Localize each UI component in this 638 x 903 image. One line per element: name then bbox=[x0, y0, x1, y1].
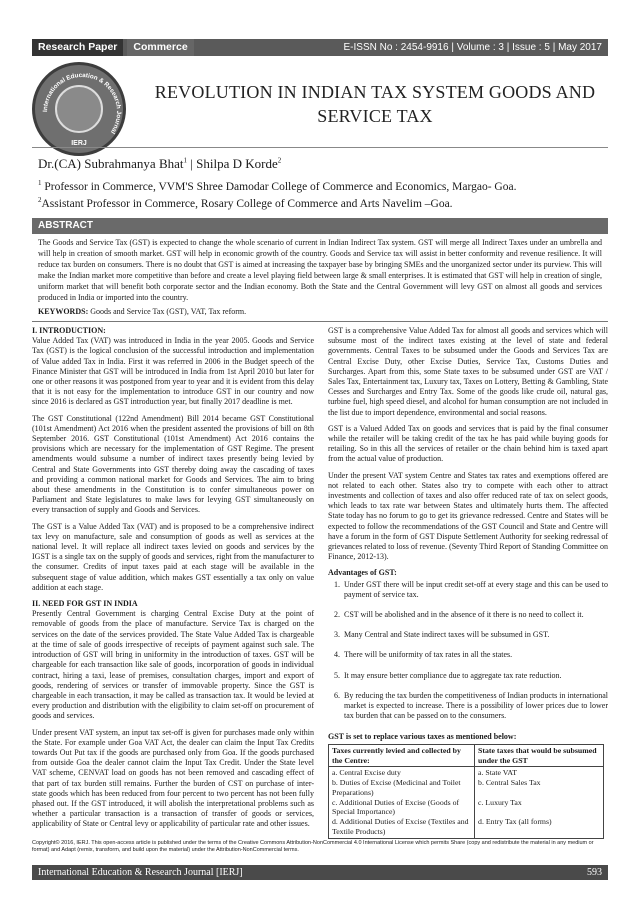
right-column bbox=[328, 326, 608, 839]
body-paragraph: Presently Central Government is charging Central Excise Duty at the point of removable of goods from the place of manufacture. Service Tax is charged on the services on the date of the services provided. The State Value Added Tax is chargeable at the time of sale of goods irrespective of receipts of payment against such sale. The introduction of GST will bring in uniformity in the introduction of taxes. GST will be chargeable for each transaction like sale of goods, incorporation of goods in individual contract, hiring a taxi, lease of premises, consultation charges, import and export of goods, rendering of services or transfer of immovable property. Since the GST is chargeable in each transaction, it may be called as transaction tax. It would be levied at every production and distribution with the eligibility to claim set-off on procurement of goods and services. bbox=[32, 609, 314, 721]
abstract-paragraph: The Goods and Service Tax (GST) is expected to change the whole scenario of current in Indian Indirect Tax system. GST will merge all Indirect Taxes under an umbrella and will help in creation of smooth market. GST will help in economic growth of the country. Goods and Service tax will assist in better conformity and revenue resilience. It will reduce tax burden on consumers. There is no doubt that GST is aimed at increasing the taxpayer base by bringing SMEs and the unorganized sector under its purview. This will make the Indian market more competitive than before and create a level playing field between large & small enterprises. It is estimated that GST will help in creation of single, uniform market that will benefit both corporate sector and the Indian economy. Both the State and the Central Government will levy GST on almost all goods and services produced in India or imported into the country. bbox=[38, 238, 602, 302]
svg-text:International Education & Rese: International Education & Research Journal bbox=[41, 71, 123, 135]
author-2-sup: 2 bbox=[277, 156, 282, 165]
table-header-cell: State taxes that would be subsumed under the GST bbox=[475, 744, 604, 767]
body-paragraph: The GST Constitutional (122nd Amendment) Bill 2014 became GST Constitutional (101st Amendment) Act 2016 when the president assented the provisions of bill on 8th September 2016. GST Constitutional (101st Amendment) Act 2016 contains the provisions which are necessary for the implementation of GST Regime. The present amendments would subsume a number of indirect taxes presently being levied by Central and State Governments into GST thereby doing away the cascading of taxes and providing a common national market for Goods and Services. The aim to bring about these amendments in the Constitution is to confer simultaneous power on Parliament and State legislatures to make laws for levying GST simultaneously on every transaction of supply and Goods and Services. bbox=[32, 413, 314, 515]
abstract-heading: ABSTRACT bbox=[32, 218, 608, 234]
author-1: Dr.(CA) Subrahmanya Bhat bbox=[38, 156, 184, 171]
cell-line: c. Luxury Tax bbox=[478, 797, 522, 807]
aff-1-text: Professor in Commerce, VVM'S Shree Damodar College of Commerce and Economics, Margao- Goa. bbox=[44, 180, 517, 193]
list-item: 3. Many Central and State indirect taxes will be subsumed in GST. bbox=[342, 630, 608, 640]
paper-type-tag: Research Paper bbox=[32, 39, 123, 56]
advantages-list bbox=[328, 580, 608, 722]
seal-center bbox=[55, 85, 103, 133]
seal-brand: IERJ bbox=[71, 140, 87, 147]
copyright-notice: Copyright© 2016, IERJ. This open-access article is published under the terms of the Creative Commons Attribution-NonCommercial 4.0 International License which permits Share (copy and redistribute the material in any medium or format) and Adapt (remix, transform, and build upon the material) under the Attribution-NonCommercial terms. bbox=[32, 840, 594, 853]
cell-line: c. Additional Duties of Excise (Goods of Special Importance) bbox=[332, 797, 460, 817]
aff-2-text: Assistant Professor in Commerce, Rosary College of Commerce and Arts Navelim –Goa. bbox=[41, 197, 453, 210]
keywords-label: KEYWORDS: bbox=[38, 307, 89, 316]
list-item: 6. By reducing the tax burden the competitiveness of Indian products in international market is expected to increase. There is a possibility of lower prices due to lower tax burden that can be passed on to the consumers. bbox=[342, 691, 608, 722]
title-line-2: SERVICE TAX bbox=[317, 106, 433, 126]
left-column bbox=[32, 326, 314, 836]
affiliation-2 bbox=[38, 196, 453, 210]
list-item: 5. It may ensure better compliance due to aggregate tax rate reduction. bbox=[342, 671, 608, 681]
body-paragraph: GST is a Valued Added Tax on goods and services that is paid by the final consumer while the retailer will be taking credit of the tax he has paid while buying goods for retailing. So in this all the services of retailer or the chain behind him is taxed apart from the actual value of production. bbox=[328, 423, 608, 464]
cell-line: a. Central Excise duty bbox=[332, 768, 401, 778]
cell-line: b. Duties of Excise (Medicinal and Toilet Preparations) bbox=[332, 778, 461, 797]
author-2: Shilpa D Korde bbox=[196, 156, 278, 171]
divider bbox=[32, 147, 608, 148]
advantages-heading: Advantages of GST: bbox=[328, 568, 397, 578]
body-paragraph: Under present VAT system, an input tax set-off is given for purchases made only within the State. For example under Goa VAT Act, the dealer can claim the Input Tax Credits towards Out Put tax if the goods are purchased only from Goa. If the goods purchased from outside Goa the dealer cannot claim the Input Tax Credit. Under the State level VAT scheme, CENVAT load on goods has not been removed and cascading effect of that part of tax burden still remains. Further the burden of CST on purchase of inter-state goods which has been reduced from four percent to two percent has not been fully phased out. If the GST introduced, it will abolish the interpretational problems such as whether a particular transaction is a transaction of transfer of goods or services, applicability of State or Central levy or applicability of particular rate and other issues. bbox=[32, 727, 314, 829]
section-heading-introduction: I. INTRODUCTION: bbox=[32, 326, 106, 335]
section-heading-need-for-gst: II. NEED FOR GST IN INDIA bbox=[32, 599, 138, 609]
body-paragraph: The GST is a Value Added Tax (VAT) and is proposed to be a comprehensive indirect tax levy on manufacture, sale and consumption of goods as well as services at the national level. It will replace all indirect taxes levied on goods and services by the IGST is a single tax on the supply of goods and services, right from the manufacturer to the consumer. Credits of input taxes paid at each stage will be available in the subsequent stage of value addition, which makes GST essentially a tax only on value addition at each stage. bbox=[32, 521, 314, 592]
journal-seal-logo bbox=[32, 62, 126, 156]
abstract-text bbox=[38, 238, 602, 303]
title-line-1: REVOLUTION IN INDIAN TAX SYSTEM GOODS AND bbox=[154, 82, 596, 102]
table-cell bbox=[475, 767, 604, 839]
header-bar bbox=[32, 39, 608, 56]
authors bbox=[38, 156, 281, 172]
list-item: 1. Under GST there will be input credit set-off at every stage and this can be used to payment of service tax. bbox=[342, 580, 608, 600]
keywords-text: Goods and Service Tax (GST), VAT, Tax reform. bbox=[88, 307, 247, 316]
list-item: 2. CST will be abolished and in the absence of it there is no need to collect it. bbox=[342, 610, 608, 620]
body-paragraph: Under the present VAT system Centre and States tax rates and exemptions offered are not related to each other. States also try to compete with each other to attract investments and collection of taxes and also offer reduced rate of tax on select goods, which leads to tax rate war between States and ultimately hurts them. The affected State today has no forum to go to get its grievance redressed. Centre and States will be expected to follow the recommendations of the GST Council and State and Centre will have a forum in the form of GST Dispute Settlement Authority for seeking redressal of grievances related to loss of revenue. (Seventy Third Report of Standing Committee on Finance, 2012-13). bbox=[328, 470, 608, 562]
cell-line: d. Additional Duties of Excise (Textiles and Textile Products) bbox=[332, 817, 469, 837]
page-number: 593 bbox=[587, 867, 602, 878]
author-separator: | bbox=[187, 156, 197, 171]
footer-journal-name: International Education & Research Journal [IERJ] bbox=[38, 867, 243, 878]
table-heading: GST is set to replace various taxes as mentioned below: bbox=[328, 731, 517, 741]
body-paragraph: Value Added Tax (VAT) was introduced in India in the year 2005. Goods and Service Tax (GST) is the logical conclusion of the successful introduction and implementation of Value added Tax in India. First it was referred in 2006 in the Budget speech of the Finance Minister that GST will be introduced in India from 1st April 2010 but later for one or other reasons it was postponed from year to year and it is evident from this delay that it is not easy for the implementation to introduce GST in our country and now since 2016 is declared as GST introduction year, but finally 2017 deadline is met. bbox=[32, 336, 314, 407]
aff-1-sup: 1 bbox=[38, 179, 42, 187]
cell-line: b. Central Sales Tax bbox=[478, 778, 541, 788]
issn-info: E-ISSN No : 2454-9916 | Volume : 3 | Issue : 5 | May 2017 bbox=[343, 42, 602, 53]
author-1-sup: 1 bbox=[183, 156, 188, 165]
table-header-row bbox=[329, 744, 604, 767]
subject-tag: Commerce bbox=[127, 39, 193, 56]
aff-2-sup: 2 bbox=[38, 196, 42, 204]
table-cell bbox=[329, 767, 475, 839]
cell-line: d. Entry Tax (all forms) bbox=[478, 817, 552, 827]
table-header-cell: Taxes currently levied and collected by the Centre: bbox=[329, 744, 475, 767]
cell-line: a. State VAT bbox=[478, 768, 517, 778]
footer-bar bbox=[32, 865, 608, 880]
list-item: 4. There will be uniformity of tax rates in all the states. bbox=[342, 650, 608, 660]
paper-title bbox=[150, 80, 600, 128]
tax-table bbox=[328, 744, 604, 839]
divider bbox=[32, 321, 608, 322]
table-row bbox=[329, 767, 604, 839]
keywords bbox=[38, 307, 246, 316]
body-paragraph: GST is a comprehensive Value Added Tax for almost all goods and services which will subsume most of the indirect taxes existing at the level of state and federal governments. Central Taxes to be subsumed under the Goods and Services Tax are Central Excise Duty, other Excise Duties, Service Tax, Customs Duties and Surcharges. Apart from this, some State taxes to be subsumed under GST are VAT / Sales Tax, Entertainment tax, Luxury tax, Taxes on Lottery, Betting & Gambling, State Cesses and Surcharges and Entry Tax. Some of the goods like crude oil, natural gas, turbine fuel, high speed diesel, and alcohol for human consumption are not included in the list due to import dependence, environmental and social reasons. bbox=[328, 326, 608, 417]
affiliation-1 bbox=[38, 179, 516, 193]
